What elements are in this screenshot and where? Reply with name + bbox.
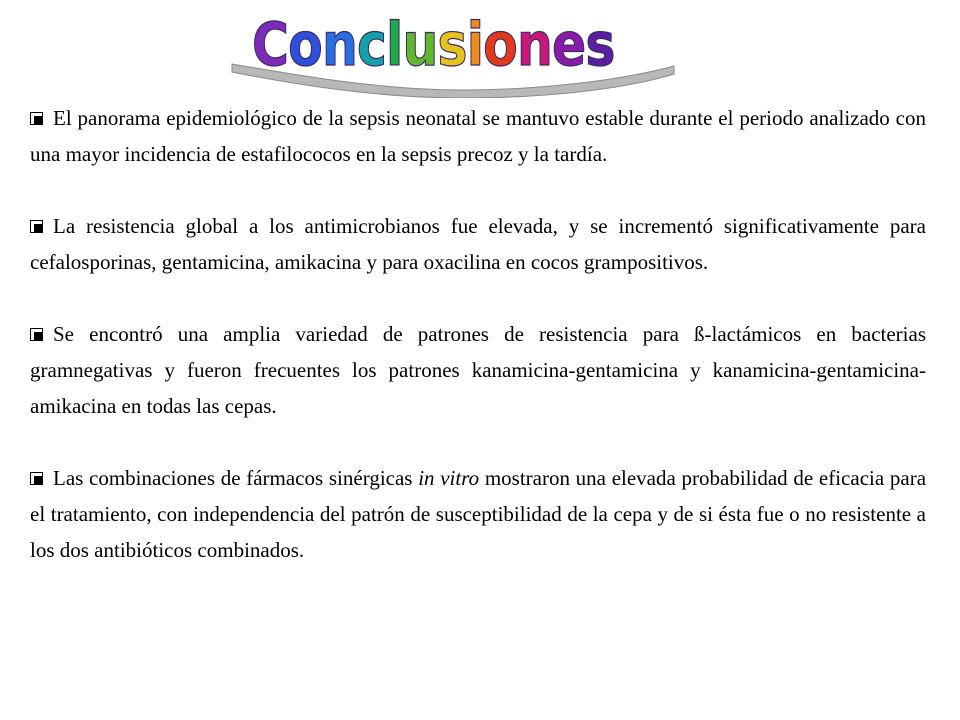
bullet-text-end: mostraron una elevada probabilidad de eficacia para el tratamiento, con independencia del patrón de susceptibilidad de la cepa y de si ésta fue o no resistente a los dos antibióticos combinados. <box>30 466 927 562</box>
title-letter: e <box>551 10 586 80</box>
bullet-text: La resistencia global a los antimicrobianos fue elevada, y se incrementó significativamente para cefalosporinas, gentamicina, amikacina y para oxacilina en cocos grampositivos. <box>30 214 926 274</box>
title-letter: i <box>466 10 484 80</box>
slide-title <box>252 10 614 80</box>
bullet-text-italic: in vitro <box>418 466 480 490</box>
title-letter: C <box>252 10 289 80</box>
title-letter: s <box>437 10 467 80</box>
bullet-text: Se encontró una amplia variedad de patrones de resistencia para ß-lactámicos en bacterias gramnegativas y fueron frecuentes los patrones kanamicina-gentamicina y kanamicina-gentamicina-amikacina en todas las cepas. <box>30 322 926 418</box>
title-letter: n <box>321 10 357 80</box>
bullet-list <box>30 100 926 568</box>
bullet-item <box>30 316 926 424</box>
square-bullet-icon <box>30 328 43 341</box>
title-letter: c <box>357 10 387 80</box>
square-bullet-icon <box>30 112 43 125</box>
title-letter: o <box>288 10 322 80</box>
title-letter: n <box>516 10 552 80</box>
bullet-text-start: Las combinaciones de fármacos sinérgicas <box>53 466 419 490</box>
square-bullet-icon <box>30 472 43 485</box>
bullet-item <box>30 100 926 172</box>
title-letter: u <box>402 10 438 80</box>
title-letter: s <box>585 10 615 80</box>
title-letter: l <box>386 10 403 80</box>
title-letter: o <box>483 10 517 80</box>
bullet-item <box>30 208 926 280</box>
bullet-item <box>30 460 926 568</box>
bullet-text: El panorama epidemiológico de la sepsis neonatal se mantuvo estable durante el periodo analizado con una mayor incidencia de estafilococos en la sepsis precoz y la tardía. <box>30 106 926 166</box>
square-bullet-icon <box>30 220 43 233</box>
title-wordart <box>222 6 682 98</box>
